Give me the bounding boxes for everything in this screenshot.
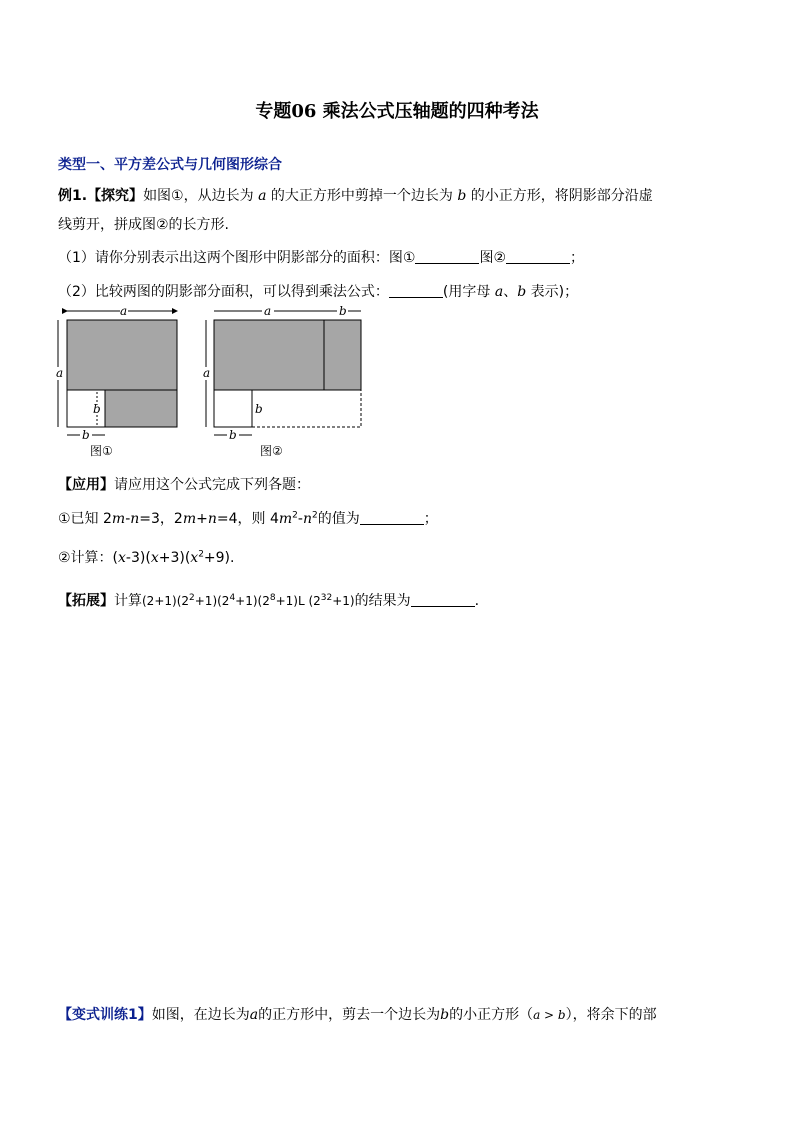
answer-blank-extend[interactable] <box>411 592 475 607</box>
var-m: m <box>278 511 293 527</box>
q2-text-d: 表示)； <box>526 284 579 300</box>
example1-text-b: 的大正方形中剪掉一个边长为 <box>266 188 458 204</box>
variant-tag: 【变式训练1】 <box>58 1007 152 1023</box>
item1-c: =3，2 <box>139 511 183 527</box>
fig2-shaded-left <box>214 320 324 390</box>
exp-2: 2 <box>292 510 298 521</box>
fig2-caption: 图② <box>260 444 283 458</box>
fig2-label-b-side: b <box>255 402 263 416</box>
item1-h: 的值为 <box>317 511 360 527</box>
fig1-shaded-bottom <box>105 390 177 427</box>
question-2 <box>58 281 578 301</box>
q2-text: （2）比较两图的阴影部分面积，可以得到乘法公式： <box>58 284 389 300</box>
answer-blank-fig2[interactable] <box>506 249 570 264</box>
variant-text-d: ），将余下的部 <box>565 1007 657 1023</box>
variant-condition: a > b <box>533 1008 566 1022</box>
item1-minus2: - <box>297 511 303 527</box>
var-x: x <box>150 550 159 566</box>
example1-text-c: 的小正方形，将阴影部分沿虚 <box>466 188 653 204</box>
example1-line2: 线剪开，拼成图②的长方形. <box>58 217 230 233</box>
fig2-label-a-top: a <box>264 305 272 318</box>
var-x: x <box>190 550 199 566</box>
fig1-label-b-v: b <box>93 402 101 416</box>
fig2-dashed-outline <box>252 390 361 427</box>
item2-a: ②计算：( <box>58 550 119 566</box>
fig2-label-a-left: a <box>203 366 211 380</box>
fig2-label-b-bottom: b <box>229 428 237 442</box>
q1-end: ； <box>570 250 585 266</box>
q2-text-b: (用字母 <box>442 284 495 300</box>
q1-text: （1）请你分别表示出这两个图形中阴影部分的面积：图① <box>58 250 416 266</box>
variant-line <box>58 1004 657 1024</box>
fig1-label-a-left: a <box>56 366 64 380</box>
extend-line <box>58 590 479 610</box>
exp-2c: 2 <box>198 549 204 560</box>
fig2-label-b-top: b <box>339 305 347 318</box>
geometry-figures <box>50 305 380 463</box>
item2-b: -3)( <box>125 550 151 566</box>
fig1-shaded-top <box>67 320 177 390</box>
explore-tag: 【探究】 <box>87 188 144 204</box>
var-a: a <box>494 284 504 300</box>
page-title: 专题06 乘法公式压轴题的四种考法 <box>255 101 539 122</box>
var-n: n <box>207 511 217 527</box>
answer-blank-apply1[interactable] <box>360 510 424 525</box>
item1-a: ①已知 2 <box>58 511 112 527</box>
question-1 <box>58 247 584 267</box>
item1-minus: - <box>125 511 131 527</box>
variant-text-a: 如图，在边长为 <box>151 1007 250 1023</box>
item1-e: =4，则 4 <box>216 511 279 527</box>
fig2-small-square <box>214 390 252 427</box>
var-a: a <box>249 1007 259 1023</box>
fig1-caption: 图① <box>90 444 113 458</box>
apply-heading <box>58 474 310 494</box>
answer-blank-formula[interactable] <box>389 283 443 298</box>
example1-text-a: 如图①，从边长为 <box>143 188 259 204</box>
var-x: x <box>118 550 126 566</box>
var-m: m <box>182 511 197 527</box>
section-heading-type1: 类型一、平方差公式与几何图形综合 <box>58 157 282 173</box>
example-label: 例1. <box>58 188 88 204</box>
apply-tag: 【应用】 <box>58 477 114 493</box>
item2-d: +9). <box>203 550 235 566</box>
var-m: m <box>111 511 126 527</box>
exp-2b: 2 <box>312 510 318 521</box>
fig1-label-b-h: b <box>82 428 90 442</box>
fig2-shaded-right <box>324 320 361 390</box>
item1-plus: + <box>196 511 208 527</box>
figure-1 <box>56 305 177 458</box>
apply-item-2 <box>58 547 234 567</box>
item1-end: ； <box>423 511 438 527</box>
var-b: b <box>440 1007 450 1023</box>
answer-blank-fig1[interactable] <box>415 249 479 264</box>
q2-text-c: 、 <box>503 284 518 300</box>
extend-text-a: 计算 <box>114 593 142 609</box>
extend-end: . <box>474 593 480 609</box>
figure-2 <box>203 305 361 458</box>
example1-line1 <box>58 185 653 205</box>
var-b: b <box>457 188 467 204</box>
apply-item-1 <box>58 508 438 528</box>
q1-fig2-text: 图② <box>479 250 507 266</box>
extend-expression: $(2+1)(2^2+1)(2^4+1)(2^8+1)L$ $(2^{32}+1)$ <box>142 593 355 608</box>
variant-text-c: 的小正方形（ <box>449 1007 534 1023</box>
var-b: b <box>517 284 527 300</box>
item2-c: +3)( <box>158 550 191 566</box>
extend-text-b: 的结果为 <box>354 593 411 609</box>
var-n: n <box>130 511 140 527</box>
var-n: n <box>302 511 312 527</box>
var-a: a <box>258 188 267 204</box>
variant-text-b: 的正方形中，剪去一个边长为 <box>258 1007 441 1023</box>
fig1-label-a-top: a <box>120 305 128 318</box>
apply-text: 请应用这个公式完成下列各题： <box>114 477 310 493</box>
extend-tag: 【拓展】 <box>58 593 114 609</box>
